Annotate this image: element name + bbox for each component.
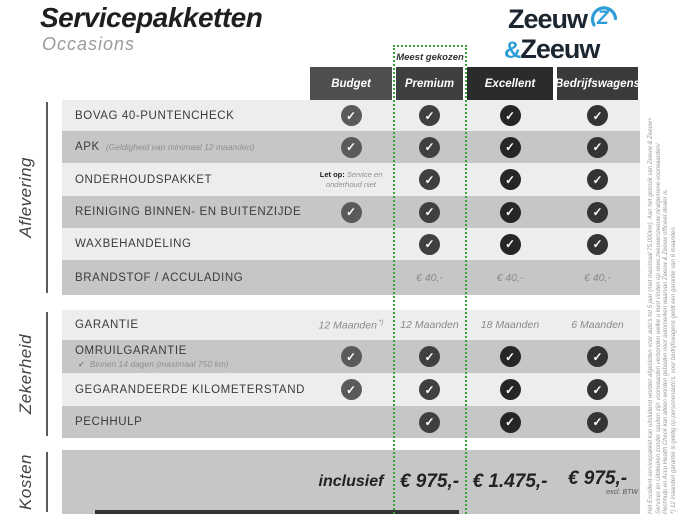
- footnote-line: *) 12 maanden garantie is geldig op personenauto's, voor bedrijfswagens geldt een garantie van 6 maanden.: [670, 225, 677, 514]
- check-icon: ✓: [587, 202, 608, 223]
- logo-ampersand: &: [504, 37, 521, 64]
- feature-label: REINIGING BINNEN- EN BUITENZIJDE: [75, 206, 302, 218]
- value-cell-bedrijfswagens: [555, 131, 640, 163]
- feature-label: APK: [75, 141, 100, 153]
- cell-value-text: € 40,-: [584, 271, 611, 284]
- value-cell-excellent: [465, 450, 555, 514]
- value-cell-bedrijfswagens: [555, 100, 640, 131]
- value-cell-premium: [394, 196, 465, 228]
- check-icon: ✓: [419, 105, 440, 126]
- price-sub-note: excl. BTW: [606, 489, 638, 496]
- value-cell-budget: [308, 100, 394, 131]
- check-icon: ✓: [419, 169, 440, 190]
- table-row-apk: [62, 131, 640, 163]
- value-cell-budget: [308, 163, 394, 196]
- value-cell-premium: [394, 131, 465, 163]
- check-icon: ✓: [587, 137, 608, 158]
- section-divider-line: [46, 102, 48, 293]
- value-cell-excellent: [465, 310, 555, 340]
- value-cell-premium: [394, 100, 465, 131]
- footnote-line: Pechhulp en Accu Health Check kan alleen worden geboden voor automerken waarvan Zeeuw & Zeeuw officieel dealer is.: [663, 188, 670, 514]
- footnote: [646, 95, 680, 514]
- row-label-cell: [62, 260, 308, 295]
- footnote-line: Het Excellent-servicepakket kan uitsluitend worden afgesloten voor auto's tot 5 jaar (met maximaal 75.000km). Aan het gebruik van Zeeuw & Zeeuw+: [648, 117, 654, 514]
- check-icon: ✓: [587, 105, 608, 126]
- value-cell-budget: [308, 340, 394, 373]
- logo-word-1: Zeeuw: [508, 3, 588, 34]
- table-row-reiniging-binnen-en-buitenzijde: [62, 196, 640, 228]
- section-label-text: Zekerheid: [16, 333, 35, 415]
- row-label-cell: [62, 450, 308, 514]
- table-row-onderhoudspakket: [62, 163, 640, 196]
- table-row-omruilgarantie: [62, 340, 640, 373]
- check-icon: ✓: [341, 379, 362, 400]
- most-chosen-badge: Meest gekozen: [395, 47, 465, 67]
- small-check-icon: ✓: [78, 359, 85, 369]
- check-icon: ✓: [587, 169, 608, 190]
- value-cell-bedrijfswagens: [555, 406, 640, 438]
- value-cell-budget: [308, 260, 394, 295]
- svg-text:Z: Z: [597, 8, 609, 29]
- check-icon: ✓: [341, 202, 362, 223]
- value-cell-excellent: [465, 163, 555, 196]
- check-icon: ✓: [419, 234, 440, 255]
- table-row-gegarandeerde-kilometerstand: [62, 373, 640, 406]
- feature-label: BRANDSTOF / ACCULADING: [75, 271, 244, 284]
- section-label-text: Kosten: [16, 454, 35, 510]
- value-cell-excellent: [465, 373, 555, 406]
- value-cell-budget: [308, 131, 394, 163]
- page-subtitle: Occasions: [42, 34, 136, 54]
- value-cell-bedrijfswagens: [555, 450, 640, 514]
- check-icon: ✓: [500, 169, 521, 190]
- feature-sublabel: ✓ Binnen 14 dagen (maximaal 750 km): [78, 358, 229, 369]
- value-cell-premium: [394, 260, 465, 295]
- note-text: Let op: Service en onderhoud niet: [319, 170, 383, 189]
- cell-value-text: 12 Maanden: [400, 319, 459, 331]
- section-label-kosten: [0, 450, 62, 514]
- section-label-text: Aflevering: [16, 157, 35, 238]
- check-icon: ✓: [419, 202, 440, 223]
- table-row-waxbehandeling: [62, 228, 640, 260]
- value-cell-premium: [394, 373, 465, 406]
- value-cell-bedrijfswagens: [555, 163, 640, 196]
- table-row-kosten-total: [62, 450, 640, 514]
- feature-label: ONDERHOUDSPAKKET: [75, 173, 213, 186]
- cell-value-text: € 40,-: [416, 271, 443, 284]
- cell-value-text: 6 Maanden: [571, 319, 624, 331]
- value-cell-budget: [308, 373, 394, 406]
- row-label-cell: [62, 100, 308, 131]
- check-icon: ✓: [587, 346, 608, 367]
- row-label-cell: [62, 406, 308, 438]
- value-cell-bedrijfswagens: [555, 196, 640, 228]
- check-icon: ✓: [587, 234, 608, 255]
- feature-label: GEGARANDEERDE KILOMETERSTAND: [75, 383, 306, 396]
- check-icon: ✓: [500, 105, 521, 126]
- check-icon: ✓: [341, 346, 362, 367]
- z-swoosh-icon: [589, 1, 619, 35]
- feature-label: WAXBEHANDELING: [75, 238, 192, 250]
- footnote-line: Services en Uitdeuken zonder spuiten zijn voorwaarden verbonden welke u kunt vinden op www.zeeuwenzeeuw.nl/algemene-voorwaarden/: [655, 143, 662, 514]
- price-value: inclusief: [318, 473, 384, 490]
- section-label-zekerheid: [0, 310, 62, 438]
- value-cell-budget: [308, 310, 394, 340]
- value-cell-budget: [308, 406, 394, 438]
- value-cell-bedrijfswagens: [555, 260, 640, 295]
- column-header-excellent: Excellent: [467, 67, 553, 100]
- row-label-cell: [62, 131, 308, 163]
- value-cell-premium: [394, 406, 465, 438]
- column-header-bedrijfswagens: Bedrijfswagens: [557, 67, 638, 100]
- value-cell-excellent: [465, 406, 555, 438]
- check-icon: ✓: [341, 137, 362, 158]
- check-icon: ✓: [419, 379, 440, 400]
- table-row-bovag-40-puntencheck: [62, 100, 640, 131]
- feature-label: GARANTIE: [75, 319, 139, 331]
- cell-value-text: 18 Maanden: [480, 319, 540, 331]
- price-value: € 975,-: [567, 468, 628, 489]
- table-row-brandstof-acculading: [62, 260, 640, 295]
- price-value: € 975,-: [399, 471, 460, 492]
- check-icon: ✓: [500, 202, 521, 223]
- check-icon: ✓: [500, 412, 521, 433]
- price-value: € 1.475,-: [472, 471, 548, 492]
- row-label-cell: [62, 228, 308, 260]
- row-label-cell: [62, 163, 308, 196]
- check-icon: ✓: [341, 105, 362, 126]
- row-label-cell: [62, 340, 308, 373]
- section-label-aflevering: [0, 100, 62, 295]
- feature-label: OMRUILGARANTIE: [75, 344, 187, 357]
- row-label-cell: [62, 196, 308, 228]
- value-cell-premium: [394, 163, 465, 196]
- feature-label: BOVAG 40-PUNTENCHECK: [75, 109, 235, 122]
- value-cell-budget: [308, 196, 394, 228]
- feature-sublabel: (Geldigheid van minimaal 12 maanden): [105, 142, 255, 152]
- value-cell-premium: [394, 450, 465, 514]
- value-cell-bedrijfswagens: [555, 373, 640, 406]
- column-header-premium: Premium: [396, 67, 463, 100]
- value-cell-bedrijfswagens: [555, 228, 640, 260]
- zeeuw-zeeuw-logo: [504, 3, 619, 64]
- check-icon: ✓: [419, 346, 440, 367]
- check-icon: ✓: [500, 379, 521, 400]
- value-cell-excellent: [465, 131, 555, 163]
- value-cell-budget: [308, 228, 394, 260]
- value-cell-excellent: [465, 340, 555, 373]
- table-row-garantie: [62, 310, 640, 340]
- logo-word-2: Zeeuw: [520, 34, 600, 64]
- check-icon: ✓: [500, 137, 521, 158]
- section-divider-line: [46, 312, 48, 436]
- value-cell-bedrijfswagens: [555, 310, 640, 340]
- check-icon: ✓: [587, 379, 608, 400]
- column-header-budget: Budget: [310, 67, 392, 100]
- value-cell-bedrijfswagens: [555, 340, 640, 373]
- table-row-pechhulp: [62, 406, 640, 438]
- row-label-cell: [62, 310, 308, 340]
- page-title: Servicepakketten: [40, 2, 263, 33]
- check-icon: ✓: [419, 137, 440, 158]
- check-icon: ✓: [419, 412, 440, 433]
- value-cell-excellent: [465, 100, 555, 131]
- feature-label: PECHHULP: [75, 416, 143, 428]
- value-cell-excellent: [465, 196, 555, 228]
- cell-value-text: 12 Maanden *): [318, 318, 384, 332]
- check-icon: ✓: [500, 234, 521, 255]
- section-divider-line: [46, 452, 48, 512]
- value-cell-premium: [394, 228, 465, 260]
- value-cell-excellent: [465, 260, 555, 295]
- value-cell-premium: [394, 310, 465, 340]
- row-label-cell: [62, 373, 308, 406]
- value-cell-excellent: [465, 228, 555, 260]
- check-icon: ✓: [500, 346, 521, 367]
- value-cell-budget: [308, 450, 394, 514]
- value-cell-premium: [394, 340, 465, 373]
- cell-value-text: € 40,-: [496, 271, 524, 284]
- bottom-edge-bar: [95, 510, 459, 514]
- check-icon: ✓: [587, 412, 608, 433]
